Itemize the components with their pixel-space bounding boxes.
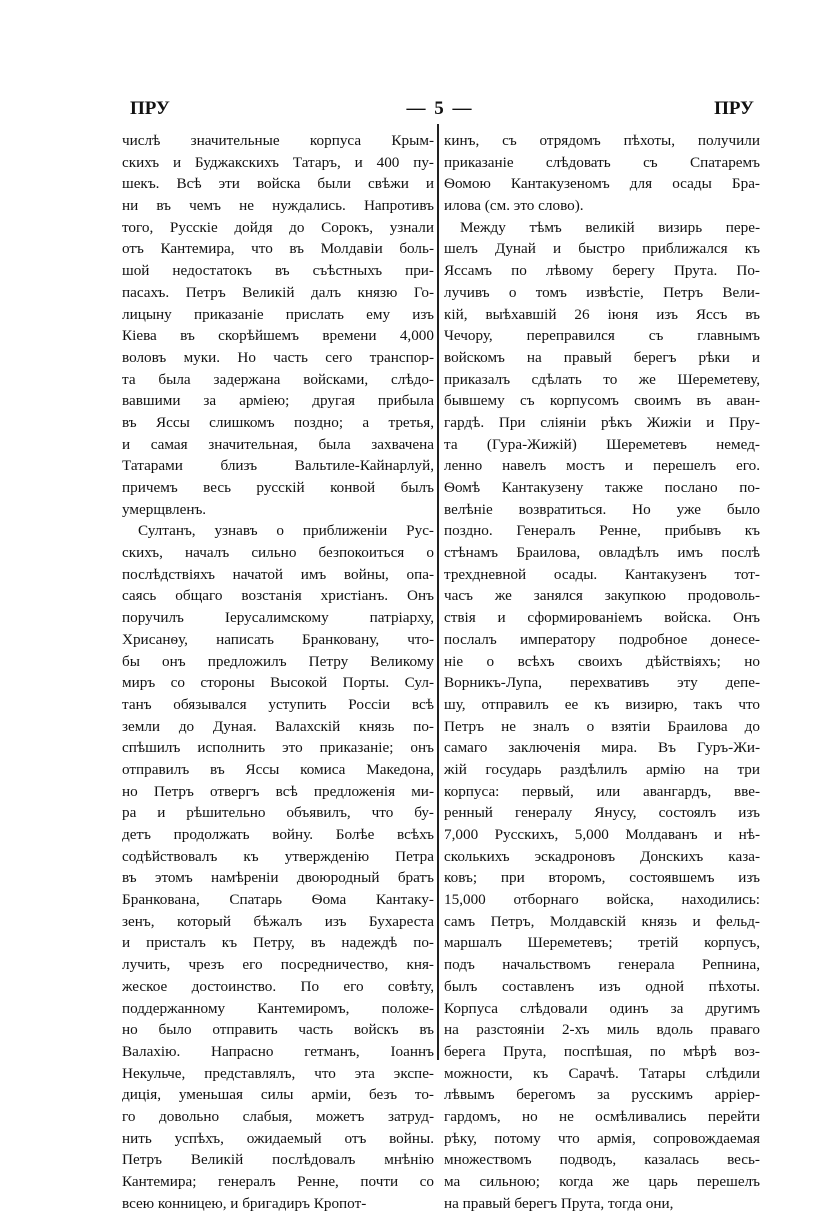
right-column-text-line: гардомъ, но не осмѣливались перейти — [444, 1107, 760, 1125]
right-column-text-line: Яссамъ по лѣвому берегу Прута. По- — [444, 262, 760, 280]
right-column-text-line: самаго заключенія мира. Въ Гуръ-Жи- — [444, 739, 760, 757]
left-column-text-line: миръ со стороны Высокой Порты. Сул- — [122, 674, 434, 692]
right-column-text-line: часъ же занялся закупкою продоволь- — [444, 587, 760, 605]
right-column-text-line: Корпуса слѣдовали одинъ за другимъ — [444, 999, 760, 1017]
left-column-text-line: всею конницею, и бригадиръ Кропот- — [122, 1194, 367, 1212]
left-column-text-line: но Петръ отвергъ всѣ предложенія ми- — [122, 782, 434, 800]
right-column-text-line: Чечору, переправился съ главнымъ — [444, 327, 760, 345]
left-column-text-line: вавшими за арміею; другая прибыла — [122, 392, 434, 410]
right-column-text-line: поздно. Генералъ Ренне, прибывъ къ — [444, 522, 760, 540]
right-column-text-line: 7,000 Русскихъ, 5,000 Молдаванъ и нѣ- — [444, 826, 760, 843]
right-column-text-line: можности, къ Сарачѣ. Татары слѣдили — [444, 1064, 760, 1082]
right-column-text-line: приказалъ сдѣлать то же Шереметеву, — [444, 370, 760, 388]
right-column-text-line: жій государь раздѣлилъ армію на три — [444, 760, 760, 778]
left-column-text-line: детъ продолжать войну. Болѣе всѣхъ — [122, 826, 434, 843]
left-column-text-line: бы онъ предложилъ Петру Великому — [122, 652, 434, 670]
right-column-text-line: ренный генералу Янусу, состоялъ изъ — [444, 804, 760, 822]
left-column-text-line: скихъ, началъ сильно безпокоиться о — [122, 544, 434, 562]
left-column-text-line: танъ обязывался уступить Россіи всѣ — [122, 695, 434, 713]
left-column — [122, 130, 434, 1214]
right-column-text-line: Между тѣмъ великій визирь пере- — [460, 218, 760, 236]
left-column-text-line: содѣйствовалъ къ утвержденію Петра — [122, 847, 434, 865]
left-column-text-line: Бранкована, Спатарь Ѳома Кантаку- — [122, 891, 434, 909]
right-column-text-line: илова (см. это слово). — [444, 197, 584, 215]
right-column-text-line: гардѣ. При сліяніи рѣкъ Жижіи и Пру- — [444, 413, 760, 431]
left-column-text-line: послѣдствіяхъ начатой имъ войны, опа- — [122, 565, 434, 583]
left-column-text-line: Хрисанѳу, написать Бранковану, что- — [122, 630, 434, 648]
left-column-text-line: зенъ, который бѣжалъ изъ Бухареста — [122, 912, 434, 930]
right-column-text-line: Петръ не зналъ о взятіи Браилова до — [444, 717, 760, 735]
left-column-text-line: диція, уменьшая силы арміи, безъ то- — [122, 1086, 434, 1104]
left-column-text-line: Кантемира; генералъ Ренне, почти со — [122, 1173, 434, 1190]
left-column-text-line: ни въ чемъ не нуждались. Напротивъ — [122, 197, 434, 215]
right-column-text-line: Ворникъ-Лупа, перехвативъ эту депе- — [444, 674, 760, 692]
right-column-text-line: самъ Петръ, Молдавскій князь и фельд- — [444, 912, 760, 930]
column-divider — [437, 124, 439, 1060]
left-column-text-line: поддержанному Кантемиромъ, положе- — [122, 999, 434, 1017]
right-column-text-line: стѣнамъ Браилова, овладѣлъ имъ послѣ — [444, 544, 760, 562]
left-column-text-line: воловъ муки. Но часть сего транспор- — [122, 348, 434, 366]
right-column-text-line: послалъ императору подробное донесе- — [444, 630, 760, 648]
right-column-text-line: бывшему съ корпусомъ своимъ въ аван- — [444, 392, 760, 410]
right-column-text-line: ленно навелъ мостъ и перешелъ его. — [444, 457, 760, 475]
left-column-text-line: но было отправить часть войскъ въ — [122, 1021, 434, 1039]
left-column-text-line: та была задержана войсками, слѣдо- — [122, 370, 434, 388]
right-column-text-line: сколькихъ эскадроновъ Донскихъ каза- — [444, 847, 760, 865]
left-column-text-line: того, Русскіе дойдя до Сорокъ, узнали — [122, 218, 434, 236]
left-column-text-line: скихъ и Буджакскихъ Татаръ, и 400 пу- — [122, 153, 434, 171]
left-column-text-line: спѣшилъ исполнить это приказаніе; онъ — [122, 739, 434, 757]
right-column-text-line: берега Прута, поспѣшая, по мѣрѣ воз- — [444, 1042, 760, 1060]
right-column-text-line: войскомъ на правый берегъ рѣки и — [444, 348, 760, 366]
left-column-text-line: причемъ весь русскій конвой былъ — [122, 479, 434, 496]
left-column-text-line: Татарами близъ Вальтиле-Кайнарлуй, — [122, 457, 434, 475]
right-column-text-line: на правый берегъ Прута, тогда они, — [444, 1194, 674, 1212]
left-column-text-line: отъ Кантемира, что въ Молдавіи боль- — [122, 240, 434, 258]
left-column-text-line: Кіева въ скорѣйшемъ времени 4,000 — [122, 327, 434, 345]
right-column-text-line: ковъ; при второмъ, состоявшемъ изъ — [444, 869, 760, 887]
right-column-text-line: рѣку, потому что армія, сопровождаемая — [444, 1129, 760, 1147]
right-column-text-line: 15,000 отборнаго войска, находились: — [444, 891, 760, 909]
left-column-text-line: жеское достоинство. По его совѣту, — [122, 977, 434, 995]
right-column-text-line: шелъ Дунай и быстро приближался къ — [444, 240, 760, 258]
left-column-text-line: Султанъ, узнавъ о приближеніи Рус- — [138, 522, 434, 540]
right-column-text-line: Ѳомѣ Кантакузену также послано по- — [444, 479, 760, 496]
right-column-text-line: ствія и сформированіемъ войска. Онъ — [444, 609, 760, 627]
left-column-text-line: Валахію. Напрасно гетманъ, Іоаннъ — [122, 1042, 434, 1060]
left-column-text-line: ра и рѣшительно объявилъ, что бу- — [122, 804, 434, 822]
right-column-text-line: кій, выѣхавшій 26 іюня изъ Яссъ въ — [444, 305, 760, 323]
left-column-text-line: саясь общаго возстанія христіанъ. Онъ — [122, 587, 434, 605]
right-column-text-line: Ѳомою Кантакузеномъ для осады Бра- — [444, 175, 760, 193]
left-column-text-line: нить успѣхъ, ожидаемый отъ войны. — [122, 1129, 434, 1147]
left-column-text-line: земли до Дуная. Валахскій князь по- — [122, 717, 434, 735]
left-column-text-line: шой недостатокъ въ съѣстныхъ при- — [122, 262, 434, 280]
right-column-text-line: множествомъ подводъ, казалась весь- — [444, 1151, 760, 1169]
right-column-text-line: трехдневной осады. Кантакузенъ тот- — [444, 565, 760, 583]
left-column-text-line: отправилъ въ Яссы комиса Македона, — [122, 760, 434, 778]
right-column-text-line: маршалъ Шереметевъ; третій корпусъ, — [444, 934, 760, 952]
left-column-text-line: умерщвленъ. — [122, 500, 207, 518]
right-column-text-line: корпуса: первый, или авангардъ, вве- — [444, 782, 760, 800]
page-number: — 5 — — [406, 98, 474, 119]
right-column-text-line: та (Гура-Жижій) Шереметевъ немед- — [444, 435, 760, 453]
right-column-text-line: подъ начальствомъ генерала Репнина, — [444, 956, 760, 974]
left-column-text-line: пасахъ. Петръ Великій далъ князю Го- — [122, 283, 434, 301]
left-column-text-line: въ этомъ намѣреніи двоюродный братъ — [122, 869, 434, 887]
left-column-text-line: Петръ Великій послѣдовалъ мнѣнію — [122, 1151, 434, 1169]
running-head-left: ПРУ — [130, 98, 170, 119]
right-column-text-line: на разстояніи 2-хъ миль вдоль праваго — [444, 1021, 760, 1039]
left-column-text-line: поручилъ Іерусалимскому патріарху, — [122, 609, 434, 627]
left-column-text-line: лицыну приказаніе прислать ему изъ — [122, 305, 434, 323]
right-column-text-line: лѣвымъ берегомъ за русскимъ арріер- — [444, 1086, 760, 1104]
page-header — [118, 98, 762, 128]
right-column-text-line: ніе о всѣхъ своихъ дѣйствіяхъ; но — [444, 652, 760, 670]
left-column-text-line: числѣ значительные корпуса Крым- — [122, 132, 434, 149]
right-column — [444, 130, 760, 1214]
left-column-text-line: и присталъ къ Петру, въ надеждѣ по- — [122, 934, 434, 952]
left-column-text-line: го довольно слабыя, можетъ затруд- — [122, 1107, 434, 1125]
running-head-right: ПРУ — [714, 98, 754, 119]
left-column-text-line: Некульче, представлялъ, что эта экспе- — [122, 1064, 434, 1082]
right-column-text-line: ма сильною; когда же царь перешелъ — [444, 1173, 760, 1190]
left-column-text-line: и самая значительная, была захвачена — [122, 435, 434, 453]
right-column-text-line: шу, отправилъ ее къ визирю, такъ что — [444, 695, 760, 713]
right-column-text-line: лучивъ о томъ извѣстіе, Петръ Вели- — [444, 283, 760, 301]
left-column-text-line: лучить, чрезъ его посредничество, кня- — [122, 956, 434, 974]
right-column-text-line: кинъ, съ отрядомъ пѣхоты, получили — [444, 132, 760, 149]
left-column-text-line: въ Яссы слишкомъ поздно; а третья, — [122, 413, 434, 431]
right-column-text-line: велѣніе возвратиться. Но уже было — [444, 500, 760, 518]
left-column-text-line: шекъ. Всѣ эти войска были свѣжи и — [122, 175, 434, 193]
right-column-text-line: былъ составленъ изъ одной пѣхоты. — [444, 977, 760, 995]
right-column-text-line: приказаніе слѣдовать съ Спатаремъ — [444, 153, 760, 171]
